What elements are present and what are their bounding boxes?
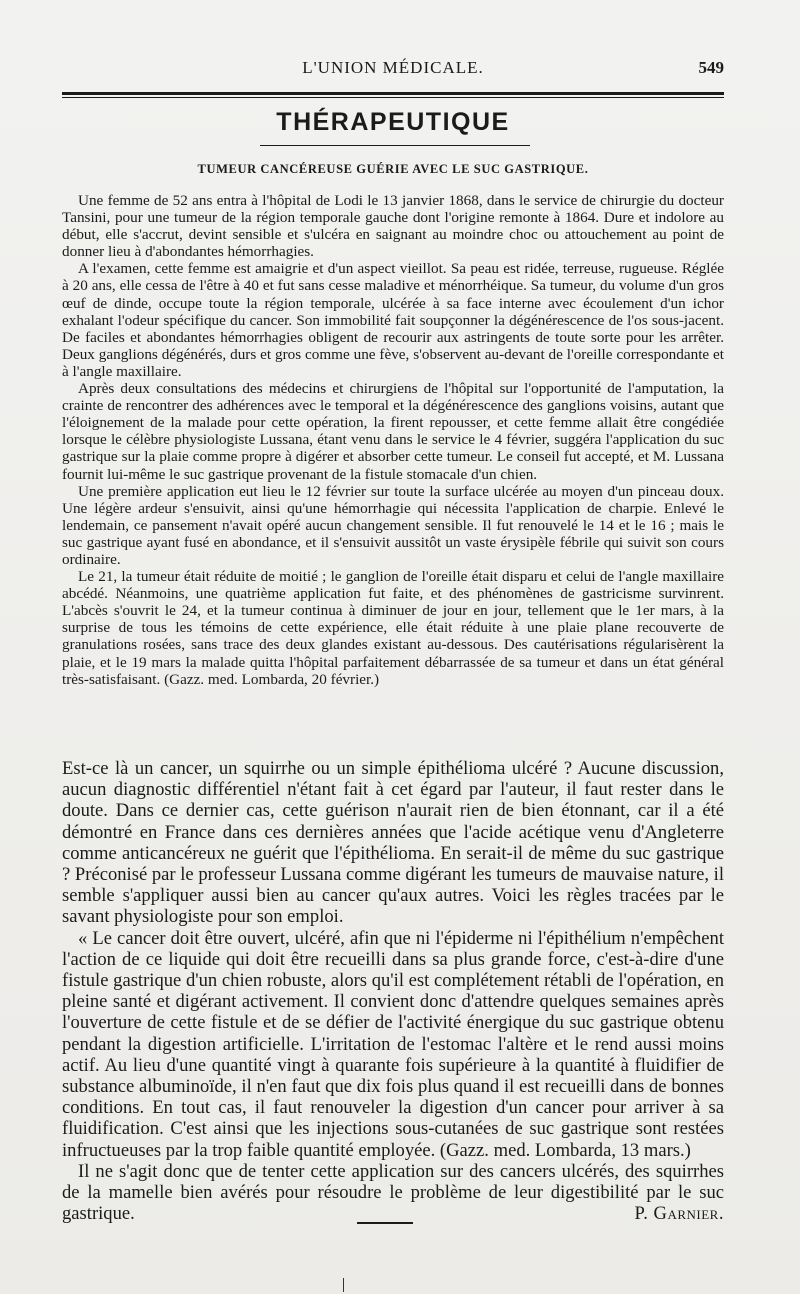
header-rule-thick [62, 92, 724, 95]
case-paragraph: Une première application eut lieu le 12 février sur toute la surface ulcérée au moyen d'un pinceau doux. Une légère ardeur s'ensuivit, ainsi qu'une hémorrhagie qui nécessita l'application de charpie. Enlevé le lendemain, ce pansement n'avait opéré aucun changement sensible. Il fut renouvelé le 14 et le 16 ; mais le suc gastrique ayant fusé en abondance, et il s'ensuivit aussitôt un vaste érysipèle fébrile qui suivit son cours ordinaire. [62, 482, 724, 568]
commentary [62, 758, 724, 1224]
case-report [62, 192, 724, 688]
journal-title: L'UNION MÉDICALE. [302, 58, 484, 77]
commentary-paragraph: Est-ce là un cancer, un squirrhe ou un simple épithélioma ulcéré ? Aucune discussion, aucun diagnostic différentiel n'étant fait à cet égard par l'auteur, il faut rester dans le doute. Dans ce dernier cas, cette guérison n'aurait rien de bien étonnant, car il a été démontré en France dans ces dernières années que l'acide acétique venu d'Angleterre comme anticancéreux ne guérit que l'épithélioma. En serait-il de même du suc gastrique ? Préconisé par le professeur Lussana comme digérant les tumeurs de mauvaise nature, il semble s'appliquer aussi bien au cancer qu'aux autres. Voici les règles tracées par le savant physiologiste pour son emploi. [62, 758, 724, 928]
page-mark [343, 1278, 344, 1292]
case-paragraph: Le 21, la tumeur était réduite de moitié ; le ganglion de l'oreille était disparu et celui de l'angle maxillaire abcédé. Néanmoins, une quatrième application fut faite, et des phénomènes de gastricisme survinrent. L'abcès s'ouvrit le 24, et la tumeur continua à diminuer de jour en jour, tellement que le 1er mars, à la surprise de tous les témoins de cette expérience, elle était réduite à une plaie plane recouverte de granulations rosées, sans trace des deux glandes existant au-dessous. Des cautérisations régularisèrent la plaie, et le 19 mars la malade quitta l'hôpital parfaitement débarrassée de sa tumeur et dans un état général très-satisfaisant. (Gazz. med. Lombarda, 20 février.) [62, 568, 724, 688]
commentary-paragraph: « Le cancer doit être ouvert, ulcéré, afin que ni l'épiderme ni l'épithélium n'empêchent l'action de ce liquide qui doit être recueilli dans sa plus grande force, c'est-à-dire d'une fistule gastrique d'un chien robuste, alors qu'il est complétement rétabli de l'opération, en pleine santé et digérant activement. Il convient donc d'attendre quelques semaines après l'ouverture de cette fistule et de se défier de l'activité énergique du suc gastrique obtenu pendant la digestion artificielle. L'irritation de l'estomac l'altère et le rend aussi moins actif. Au lieu d'une quantité vingt à quarante fois supérieure à la quantité à fluidifier de substance albuminoïde, il n'en faut que dix fois plus quand il est recueilli dans de bonnes conditions. En tout cas, il faut renouveler la digestion d'un cancer pour arriver à sa fluidification. C'est ainsi que les injections sous-cutanées de suc gastrique sont restées infructueuses par la trop faible quantité employée. (Gazz. med. Lombarda, 13 mars.) [62, 927, 724, 1161]
header-rule-thin [62, 97, 724, 98]
commentary-paragraph [62, 1161, 724, 1225]
page-number: 549 [698, 58, 724, 77]
case-paragraph: Après deux consultations des médecins et chirurgiens de l'hôpital sur l'opportunité de l'amputation, la crainte de rencontrer des adhérences avec le temporal et la dégénérescence des ganglions voisins, autant que l'éloignement de la malade pour cette opération, la firent repousser, et cette femme allait être congédiée lorsque le célèbre physiologiste Lussana, étant venu dans le service le 4 février, suggéra l'application du suc gastrique sur la plaie comme propre à digérer et absorber cette tumeur. Le conseil fut accepté, et M. Lussana fournit lui-même le suc gastrique provenant de la fistule stomacale d'un chien. [62, 380, 724, 483]
case-paragraph: Une femme de 52 ans entra à l'hôpital de Lodi le 13 janvier 1868, dans le service de chirurgie du docteur Tansini, pour une tumeur de la région temporale gauche dont l'origine remonte à 1864. Dure et indolore au début, elle s'accrut, devint sensible et s'ulcéra en saignant au moindre choc ou attouchement au point de donner lieu à d'abondantes hémorrhagies. [62, 192, 724, 261]
closing-text: Il ne s'agit donc que de tenter cette application sur des cancers ulcérés, des squirrhes de la mamelle bien avérés pour résoudre le problème de leur digestibilité par le suc gastrique. [62, 1160, 724, 1225]
case-paragraph: A l'examen, cette femme est amaigrie et d'un aspect vieillot. Sa peau est ridée, terreuse, rugueuse. Réglée à 20 ans, elle cessa de l'être à 40 et fut sans cesse maladive et ménorrhéique. Sa tumeur, du volume d'un gros œuf de dinde, occupe toute la région temporale, ulcérée à sa face interne avec écoulement d'un ichor exhalant l'odeur spécifique du cancer. Son immobilité fait soupçonner la dégénérescence de l'os sous-jacent. De faciles et abondantes hémorrhagies obligent de recourir aux astringents de toute sorte pour les arrêter. Deux ganglions dégénérés, durs et gros comme une fève, s'observent au-devant de l'oreille correspondante et à l'angle maxillaire. [62, 260, 724, 380]
running-header [62, 56, 724, 84]
article-title: TUMEUR CANCÉREUSE GUÉRIE AVEC LE SUC GASTRIQUE. [197, 162, 589, 176]
section-title: THÉRAPEUTIQUE [276, 108, 510, 136]
section-title-underline [260, 145, 530, 146]
end-rule [357, 1222, 413, 1224]
author-signature: P. Garnier. [634, 1203, 724, 1225]
